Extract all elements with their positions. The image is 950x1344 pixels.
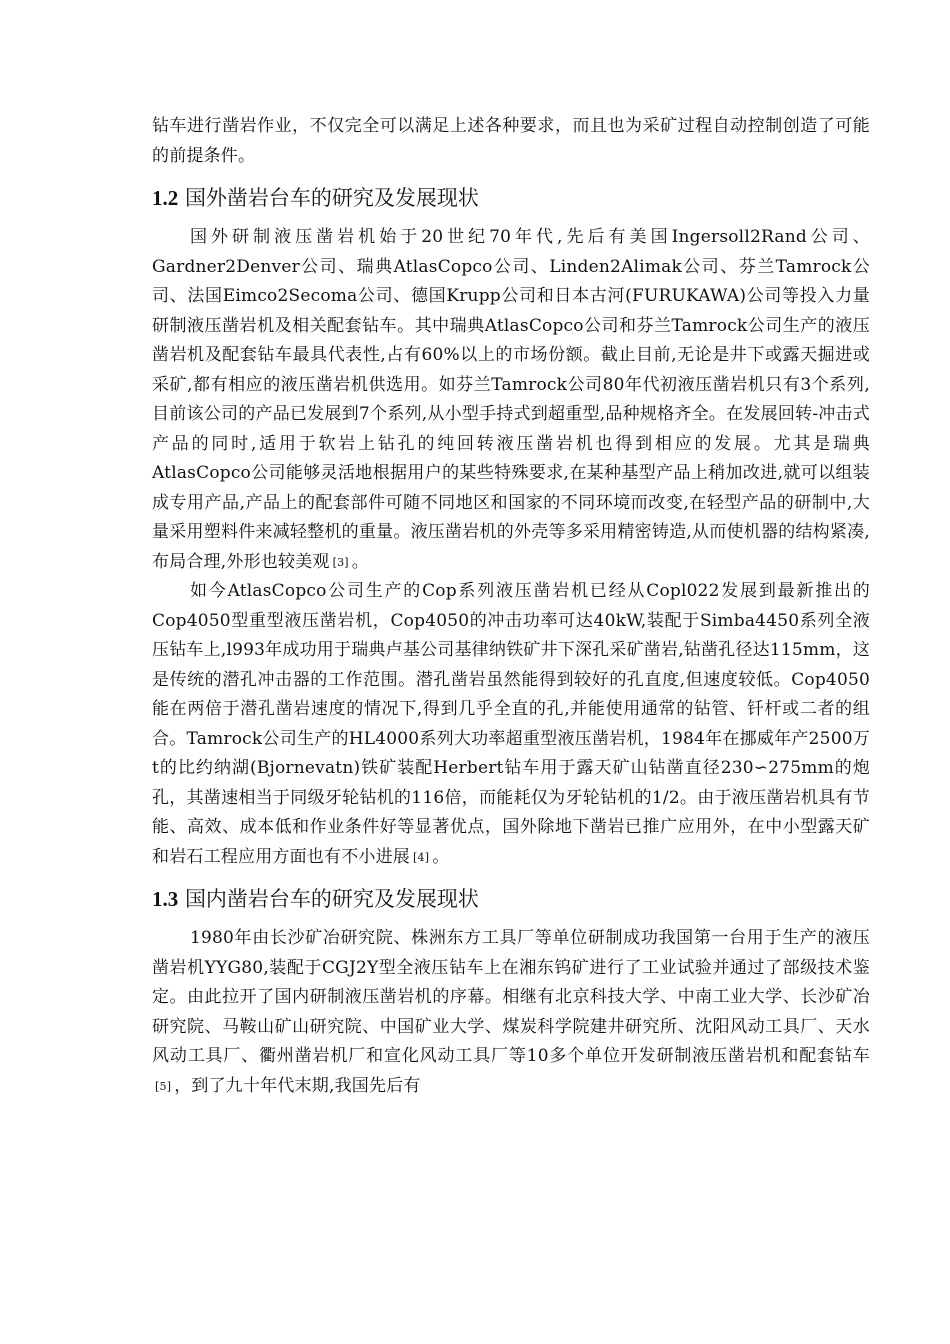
paragraph-end: 。 (432, 846, 450, 867)
paragraph-foreign-research (152, 223, 870, 577)
document-page (152, 112, 870, 1101)
section-title: 国内凿岩台车的研究及发展现状 (184, 887, 479, 911)
paragraph-end: ，到了九十年代末期,我国先后有 (174, 1075, 421, 1096)
section-heading-1-2 (152, 183, 870, 213)
paragraph-atlascopco-tamrock (152, 577, 870, 872)
paragraph-text: 1980年由长沙矿冶研究院、株洲东方工具厂等单位研制成功我国第一台用于生产的液压凿岩机YYG80,装配于CGJ2Y型全液压钻车上在湘东钨矿进行了工业试验并通过了部级技术鉴定。由此拉开了国内研制液压凿岩机的序幕。相继有北京科技大学、中南工业大学、长沙矿冶研究院、马鞍山矿山研究院、中国矿业大学、煤炭科学院建井研究所、沈阳风动工具厂、天水风动工具厂、衢州凿岩机厂和宣化风动工具厂等10多个单位开发研制液压凿岩机和配套钻车 (152, 928, 870, 1066)
paragraph-domestic-research (152, 924, 870, 1101)
section-title: 国外凿岩台车的研究及发展现状 (184, 186, 479, 210)
citation-marker: [3] (332, 555, 349, 569)
citation-marker: [5] (155, 1079, 172, 1093)
paragraph-text: 如今AtlasCopco公司生产的Cop系列液压凿岩机已经从Copl022发展到最新推出的Cop4050型重型液压凿岩机，Cop4050的冲击功率可达40kW,装配于Simba4450系列全液压钻车上,l993年成功用于瑞典卢基公司基律纳铁矿井下深孔采矿凿岩,钻凿孔径达115mm，这是传统的潜孔冲击器的工作范围。潜孔凿岩虽然能得到较好的孔直度,但速度较低。Cop4050能在两倍于潜孔凿岩速度的情况下,得到几乎全直的孔,并能使用通常的钻管、钎杆或二者的组合。Tamrock公司生产的HL4000系列大功率超重型液压凿岩机，1984年在挪威年产2500万t的比约纳湖(Bjornevatn)铁矿装配Herbert钻车用于露天矿山钻凿直径230∽275mm的炮孔，其凿速相当于同级牙轮钻机的116倍，而能耗仅为牙轮钻机的1/2。由于液压凿岩机具有节能、高效、成本低和作业条件好等显著优点，国外除地下凿岩已推广应用外，在中小型露天矿和岩石工程应用方面也有不小进展 (152, 581, 870, 867)
section-heading-1-3 (152, 884, 870, 914)
paragraph-text: 钻车进行凿岩作业，不仅完全可以满足上述各种要求，而且也为采矿过程自动控制创造了可能的前提条件。 (152, 116, 870, 166)
citation-marker: [4] (413, 850, 430, 864)
section-number: 1.2 (152, 186, 179, 210)
paragraph-text: 国外研制液压凿岩机始于20世纪70年代,先后有美国Ingersoll2Rand公司、Gardner2Denver公司、瑞典AtlasCopco公司、Linden2Alimak公司、芬兰Tamrock公司、法国Eimco2Secoma公司、德国Krupp公司和日本古河(FURUKAWA)公司等投入力量研制液压凿岩机及相关配套钻车。其中瑞典AtlasCopco公司和芬兰Tamrock公司生产的液压凿岩机及配套钻车最具代表性,占有60%以上的市场份额。截止目前,无论是井下或露天掘进或采矿,都有相应的液压凿岩机供选用。如芬兰Tamrock公司80年代初液压凿岩机只有3个系列,目前该公司的产品已发展到7个系列,从小型手持式到超重型,品种规格齐全。在发展回转-冲击式产品的同时,适用于软岩上钻孔的纯回转液压凿岩机也得到相应的发展。尤其是瑞典AtlasCopco公司能够灵活地根据用户的某些特殊要求,在某种基型产品上稍加改进,就可以组装成专用产品,产品上的配套部件可随不同地区和国家的不同环境而改变,在轻型产品的研制中,大量采用塑料件来减轻整机的重量。液压凿岩机的外壳等多采用精密铸造,从而使机器的结构紧凑,布局合理,外形也较美观 (152, 227, 870, 572)
section-number: 1.3 (152, 887, 179, 911)
paragraph-end: 。 (351, 551, 369, 572)
paragraph-intro-continuation (152, 112, 870, 171)
